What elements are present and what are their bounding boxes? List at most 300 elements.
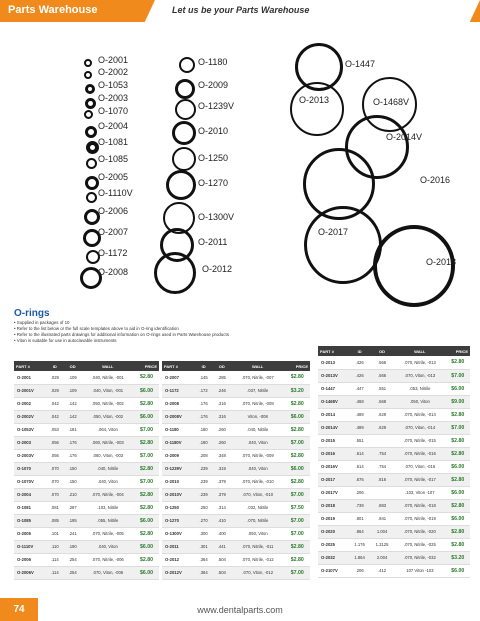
od-cell: .176 bbox=[64, 436, 82, 449]
part-number-cell: O-1468V bbox=[318, 395, 349, 408]
table-row bbox=[162, 475, 310, 488]
oring-label: O-2009 bbox=[198, 80, 229, 90]
oring-label: O-1180 bbox=[198, 57, 228, 67]
table-row bbox=[162, 462, 310, 475]
part-number-cell: O-2005 bbox=[14, 527, 46, 540]
od-cell: 2.004 bbox=[370, 551, 394, 564]
part-number-cell: O-2012 bbox=[162, 553, 195, 566]
price-cell: $7.00 bbox=[134, 475, 159, 488]
bullet-item: • Refer to the illustrated parts drawings for additional information on O-rings used in Parts Warehouse products bbox=[14, 332, 229, 338]
oring-label: O-2005 bbox=[98, 172, 129, 182]
oring-label: O-1270 bbox=[198, 178, 229, 188]
section-title: O-rings bbox=[14, 308, 50, 319]
part-number-cell: O-2003V bbox=[14, 449, 46, 462]
od-cell: .254 bbox=[64, 566, 82, 579]
id-cell: .206 bbox=[349, 486, 370, 499]
wall-cell: .070, Nitrile, -004 bbox=[82, 488, 135, 501]
price-cell: $6.00 bbox=[285, 462, 310, 475]
oring-outline-o-1053 bbox=[85, 84, 95, 94]
column-header: PART # bbox=[162, 361, 195, 371]
oring-label: O-1239V bbox=[198, 101, 235, 111]
id-cell: .176 bbox=[195, 397, 213, 410]
id-cell: .364 bbox=[195, 553, 213, 566]
wall-cell: .040, Viton bbox=[231, 462, 285, 475]
id-cell: .180 bbox=[195, 423, 213, 436]
oring-label: O-2013 bbox=[299, 95, 330, 105]
price-cell: $6.00 bbox=[446, 486, 470, 499]
column-header: PRICE bbox=[285, 361, 310, 371]
part-number-cell: O-2003 bbox=[14, 436, 46, 449]
od-cell: .504 bbox=[213, 566, 231, 579]
column-header: ID bbox=[46, 361, 64, 371]
od-cell: .260 bbox=[213, 423, 231, 436]
oring-outline-o-1250 bbox=[172, 147, 196, 171]
wall-cell: .070, Nitrile, -016 bbox=[394, 447, 445, 460]
oring-label: O-1081 bbox=[98, 137, 129, 147]
part-number-cell: O-1300V bbox=[162, 527, 195, 540]
oring-label: O-2007 bbox=[98, 227, 129, 237]
oring-outline-o-1180 bbox=[179, 57, 195, 73]
wall-cell: Viton, -008 bbox=[231, 410, 285, 423]
wall-cell: .070, Nitrile, -020 bbox=[394, 525, 445, 538]
od-cell: 1.3125 bbox=[370, 538, 394, 551]
price-cell: $7.00 bbox=[134, 449, 159, 462]
price-cell: $6.00 bbox=[446, 512, 470, 525]
part-number-cell: O-2032 bbox=[318, 551, 349, 564]
id-cell: .239 bbox=[195, 488, 213, 501]
part-number-cell: O-2013V bbox=[318, 369, 349, 382]
part-number-cell: O-2006V bbox=[14, 566, 46, 579]
part-number-cell: O-2016 bbox=[318, 447, 349, 460]
wall-cell: .103, Nitrile bbox=[82, 501, 135, 514]
oring-outline-o-2002 bbox=[84, 71, 92, 79]
id-cell: .053 bbox=[46, 423, 64, 436]
id-cell: .239 bbox=[195, 475, 213, 488]
bullet-item: • Viton is suitable for use in autoclavable instruments bbox=[14, 338, 229, 344]
table-row bbox=[14, 436, 159, 449]
oring-label: O-2008 bbox=[98, 267, 129, 277]
id-cell: .180 bbox=[195, 436, 213, 449]
wall-cell: .070, Viton, -006 bbox=[82, 566, 135, 579]
wall-cell: .070, Nitrile, -018 bbox=[394, 499, 445, 512]
price-cell: $2.80 bbox=[134, 397, 159, 410]
od-cell: .629 bbox=[370, 421, 394, 434]
od-cell bbox=[370, 434, 394, 447]
price-cell: $2.80 bbox=[134, 436, 159, 449]
part-number-cell: O-2010 bbox=[162, 475, 195, 488]
id-cell: .208 bbox=[195, 449, 213, 462]
table-row bbox=[14, 371, 159, 384]
oring-outline-o-2009 bbox=[175, 79, 195, 99]
id-cell: .070 bbox=[46, 462, 64, 475]
table-row bbox=[318, 460, 470, 473]
od-cell: .348 bbox=[213, 449, 231, 462]
oring-label: O-2011 bbox=[198, 237, 228, 247]
wall-cell: .040, Viton bbox=[82, 540, 135, 553]
wall-cell: .070, Viton, -010 bbox=[231, 488, 285, 501]
price-cell: $6.00 bbox=[134, 384, 159, 397]
id-cell: .085 bbox=[46, 514, 64, 527]
od-cell: .254 bbox=[64, 553, 82, 566]
part-number-cell: O-1180 bbox=[162, 423, 195, 436]
price-cell: $6.00 bbox=[134, 514, 159, 527]
price-cell: $9.00 bbox=[446, 395, 470, 408]
table-row bbox=[318, 434, 470, 447]
oring-outline-o-2005 bbox=[85, 176, 99, 190]
website-url: www.dentalparts.com bbox=[197, 605, 283, 615]
od-cell: .210 bbox=[64, 488, 82, 501]
od-cell: .260 bbox=[213, 436, 231, 449]
wall-cell: .070, Nitrile, -008 bbox=[231, 397, 285, 410]
wall-cell: .032, Nitrile bbox=[231, 501, 285, 514]
id-cell: .739 bbox=[349, 499, 370, 512]
oring-label: O-2016 bbox=[420, 175, 451, 185]
id-cell: .070 bbox=[46, 488, 64, 501]
price-cell: $7.00 bbox=[285, 436, 310, 449]
od-cell: .441 bbox=[213, 540, 231, 553]
price-cell: $7.00 bbox=[285, 527, 310, 540]
id-cell: .081 bbox=[46, 501, 64, 514]
wall-cell: .070, Nitrile, -025 bbox=[394, 538, 445, 551]
wall-cell: .050, Viton bbox=[394, 395, 445, 408]
price-cell: $2.80 bbox=[446, 538, 470, 551]
table-row bbox=[162, 371, 310, 384]
wall-cell: .070, Viton, -014 bbox=[394, 421, 445, 434]
od-cell: 1.004 bbox=[370, 525, 394, 538]
header-tagline: Let us be your Parts Warehouse bbox=[172, 5, 310, 15]
part-number-cell: O-1085 bbox=[14, 514, 46, 527]
part-number-cell: O-2107V bbox=[318, 564, 349, 577]
oring-label: O-2004 bbox=[98, 121, 129, 131]
oring-label: O-2002 bbox=[98, 67, 129, 77]
od-cell: .314 bbox=[213, 501, 231, 514]
wall-cell: .055, Nitrile bbox=[82, 514, 135, 527]
part-number-cell: O-1250 bbox=[162, 501, 195, 514]
od-cell: .883 bbox=[370, 499, 394, 512]
oring-outline-o-1085 bbox=[86, 158, 97, 169]
wall-cell: .070, Nitrile, -005 bbox=[82, 527, 135, 540]
od-cell: .319 bbox=[213, 462, 231, 475]
column-header: WALL bbox=[82, 361, 135, 371]
part-number-cell: O-2019 bbox=[318, 512, 349, 525]
table-row bbox=[162, 384, 310, 397]
part-number-cell: O-2002 bbox=[14, 397, 46, 410]
od-cell: .941 bbox=[370, 512, 394, 525]
oring-label: O-1172 bbox=[98, 248, 128, 258]
table-header-row bbox=[14, 361, 159, 371]
bullet-item: • Supplied in packages of 10 bbox=[14, 320, 229, 326]
od-cell: .551 bbox=[370, 382, 394, 395]
table-row bbox=[162, 410, 310, 423]
part-number-cell: O-2025 bbox=[318, 538, 349, 551]
part-number-cell: O-2008V bbox=[162, 410, 195, 423]
id-cell: .056 bbox=[46, 449, 64, 462]
part-number-cell: O-1053V bbox=[14, 423, 46, 436]
price-cell: $6.00 bbox=[446, 564, 470, 577]
oring-outline-o-2004 bbox=[85, 126, 97, 138]
table-row bbox=[162, 553, 310, 566]
id-cell: .300 bbox=[195, 527, 213, 540]
oring-outline-o-2013 bbox=[290, 82, 344, 136]
id-cell: .176 bbox=[195, 410, 213, 423]
od-cell: .241 bbox=[64, 527, 82, 540]
table-row bbox=[318, 564, 470, 577]
price-cell: $6.00 bbox=[134, 566, 159, 579]
od-cell: .754 bbox=[370, 447, 394, 460]
od-cell: .142 bbox=[64, 410, 82, 423]
wall-cell: .070, Nitrile, -032 bbox=[394, 551, 445, 564]
wall-cell: .050, Viton bbox=[231, 527, 285, 540]
od-cell: .568 bbox=[370, 395, 394, 408]
od-cell bbox=[370, 486, 394, 499]
oring-outline-o-2017 bbox=[304, 206, 382, 284]
price-cell: $2.80 bbox=[446, 434, 470, 447]
od-cell: .566 bbox=[370, 369, 394, 382]
table-row bbox=[318, 551, 470, 564]
bullet-item: • Refer to the list below or the full scale templates above to aid in O-ring identification bbox=[14, 326, 229, 332]
table-row bbox=[318, 408, 470, 421]
part-number-cell: O-2014V bbox=[318, 421, 349, 434]
id-cell: 1.176 bbox=[349, 538, 370, 551]
price-cell: $2.80 bbox=[285, 449, 310, 462]
part-number-cell: O-2007 bbox=[162, 371, 195, 384]
column-header: PART # bbox=[318, 346, 349, 356]
parts-table-middle bbox=[162, 361, 310, 580]
price-cell: $6.00 bbox=[446, 460, 470, 473]
wall-cell: .040, Nitrile bbox=[82, 462, 135, 475]
wall-cell: .070, Viton, -012 bbox=[231, 566, 285, 579]
wall-cell: .050, Nitrile, -002 bbox=[82, 397, 135, 410]
table-row bbox=[318, 525, 470, 538]
table-row bbox=[162, 501, 310, 514]
id-cell: .489 bbox=[349, 408, 370, 421]
price-cell: $7.00 bbox=[285, 514, 310, 527]
table-row bbox=[318, 447, 470, 460]
price-cell: $7.00 bbox=[446, 369, 470, 382]
wall-cell: .070, Viton, -016 bbox=[394, 460, 445, 473]
part-number-cell: O-2001V bbox=[14, 384, 46, 397]
table-row bbox=[162, 423, 310, 436]
oring-label: O-1053 bbox=[98, 80, 129, 90]
oring-label: O-1085 bbox=[98, 154, 129, 164]
wall-cell: .070, Nitrile, -007 bbox=[231, 371, 285, 384]
wall-cell: .053, Nitrile bbox=[394, 382, 445, 395]
oring-outline-o-2003 bbox=[85, 98, 96, 109]
table-row bbox=[14, 527, 159, 540]
price-cell: $2.80 bbox=[134, 501, 159, 514]
table-row bbox=[318, 512, 470, 525]
wall-cell: .040, Viton, -001 bbox=[82, 384, 135, 397]
table-row bbox=[318, 473, 470, 486]
oring-label: O-2006 bbox=[98, 206, 129, 216]
price-cell: $7.00 bbox=[446, 421, 470, 434]
part-number-cell: O-2011 bbox=[162, 540, 195, 553]
part-number-cell: O-2006 bbox=[14, 553, 46, 566]
part-number-cell: O-1180V bbox=[162, 436, 195, 449]
part-number-cell: O-2013 bbox=[318, 356, 349, 369]
table-row bbox=[162, 436, 310, 449]
table-row bbox=[14, 540, 159, 553]
table-row bbox=[162, 566, 310, 579]
table-row bbox=[14, 488, 159, 501]
part-number-cell: O-1447 bbox=[318, 382, 349, 395]
column-header: PRICE bbox=[134, 361, 159, 371]
price-cell: $2.80 bbox=[446, 499, 470, 512]
wall-cell: .040, Viton bbox=[82, 475, 135, 488]
od-cell: .379 bbox=[213, 475, 231, 488]
od-cell: .566 bbox=[370, 356, 394, 369]
oring-label: O-1070 bbox=[98, 106, 129, 116]
wall-cell: .037, Nitrile bbox=[231, 384, 285, 397]
table-row bbox=[14, 462, 159, 475]
od-cell: .142 bbox=[64, 397, 82, 410]
part-number-cell: O-2015 bbox=[318, 434, 349, 447]
oring-label: O-1110V bbox=[98, 188, 133, 198]
wall-cell: .060, Viton, -003 bbox=[82, 449, 135, 462]
id-cell: .114 bbox=[46, 566, 64, 579]
part-number-cell: O-2002V bbox=[14, 410, 46, 423]
wall-cell: .103, Viton -107 bbox=[394, 486, 445, 499]
price-cell: $2.80 bbox=[446, 473, 470, 486]
wall-cell: .050, Viton, -002 bbox=[82, 410, 135, 423]
id-cell: .614 bbox=[349, 447, 370, 460]
wall-cell: .070, Nitrile, -017 bbox=[394, 473, 445, 486]
id-cell: .042 bbox=[46, 410, 64, 423]
wall-cell: .070, Viton, -013 bbox=[394, 369, 445, 382]
id-cell: .301 bbox=[195, 540, 213, 553]
oring-label: O-1468V bbox=[373, 97, 410, 107]
price-cell: $3.20 bbox=[446, 551, 470, 564]
od-cell: .316 bbox=[213, 397, 231, 410]
part-number-cell: O-2010V bbox=[162, 488, 195, 501]
price-cell: $2.80 bbox=[134, 371, 159, 384]
part-number-cell: O-2012V bbox=[162, 566, 195, 579]
table-row bbox=[162, 540, 310, 553]
part-number-cell: O-2016V bbox=[318, 460, 349, 473]
id-cell: .172 bbox=[195, 384, 213, 397]
wall-cell: .070, Nitrile, -011 bbox=[231, 540, 285, 553]
oring-label: O-1447 bbox=[345, 59, 376, 69]
id-cell: .114 bbox=[46, 553, 64, 566]
price-cell: $2.80 bbox=[446, 447, 470, 460]
price-cell: $2.80 bbox=[285, 475, 310, 488]
part-number-cell: O-2004 bbox=[14, 488, 46, 501]
oring-outline-o-1270 bbox=[166, 170, 196, 200]
wall-cell: .060, Nitrile, -003 bbox=[82, 436, 135, 449]
table-row bbox=[162, 397, 310, 410]
od-cell: .246 bbox=[213, 384, 231, 397]
table-row bbox=[14, 501, 159, 514]
id-cell: .468 bbox=[349, 395, 370, 408]
id-cell: .042 bbox=[46, 397, 64, 410]
od-cell: .400 bbox=[213, 527, 231, 540]
price-cell: $2.80 bbox=[134, 553, 159, 566]
table-row bbox=[162, 449, 310, 462]
oring-outline-o-2012 bbox=[154, 252, 196, 294]
part-number-cell: O-2008 bbox=[162, 397, 195, 410]
id-cell: .070 bbox=[46, 475, 64, 488]
table-row bbox=[14, 397, 159, 410]
od-cell: .379 bbox=[213, 488, 231, 501]
part-number-cell: O-2001 bbox=[14, 371, 46, 384]
od-cell: .109 bbox=[64, 384, 82, 397]
price-cell: $2.80 bbox=[134, 462, 159, 475]
od-cell: .109 bbox=[64, 371, 82, 384]
column-header: OD bbox=[64, 361, 82, 371]
table-row bbox=[14, 514, 159, 527]
price-cell: $6.00 bbox=[446, 382, 470, 395]
part-number-cell: O-2014 bbox=[318, 408, 349, 421]
od-cell: .504 bbox=[213, 553, 231, 566]
table-row bbox=[318, 538, 470, 551]
wall-cell: .040, Viton bbox=[231, 436, 285, 449]
id-cell: .056 bbox=[46, 436, 64, 449]
wall-cell: .070, Nitrile, -012 bbox=[231, 553, 285, 566]
oring-label: O-2003 bbox=[98, 93, 129, 103]
table-row bbox=[14, 423, 159, 436]
id-cell: .676 bbox=[349, 473, 370, 486]
oring-label: O-2001 bbox=[98, 55, 129, 65]
wall-cell: .064, Viton bbox=[82, 423, 135, 436]
table-row bbox=[14, 566, 159, 579]
oring-outline-o-2010 bbox=[172, 121, 196, 145]
price-cell: $2.80 bbox=[446, 356, 470, 369]
oring-label: O-1300V bbox=[198, 212, 235, 222]
table-row bbox=[318, 382, 470, 395]
oring-label: O-2018 bbox=[426, 257, 457, 267]
part-number-cell: O-1070V bbox=[14, 475, 46, 488]
oring-outline-o-1239v bbox=[175, 99, 196, 120]
id-cell: .426 bbox=[349, 356, 370, 369]
price-cell: $7.50 bbox=[285, 501, 310, 514]
id-cell: .426 bbox=[349, 369, 370, 382]
id-cell: .614 bbox=[349, 460, 370, 473]
id-cell: .145 bbox=[195, 371, 213, 384]
column-header: WALL bbox=[394, 346, 445, 356]
price-cell: $2.80 bbox=[285, 371, 310, 384]
price-cell: $3.20 bbox=[285, 384, 310, 397]
part-number-cell: O-1081 bbox=[14, 501, 46, 514]
od-cell: .754 bbox=[370, 460, 394, 473]
od-cell: .150 bbox=[64, 475, 82, 488]
oring-outline-o-1070 bbox=[84, 110, 93, 119]
price-cell: $2.80 bbox=[285, 553, 310, 566]
header-bar bbox=[0, 0, 480, 22]
price-cell: $6.00 bbox=[134, 540, 159, 553]
column-header: OD bbox=[213, 361, 231, 371]
id-cell: .101 bbox=[46, 527, 64, 540]
parts-table-left bbox=[14, 361, 159, 580]
wall-cell: .070, Nitrile bbox=[231, 514, 285, 527]
id-cell: .110 bbox=[46, 540, 64, 553]
od-cell: .629 bbox=[370, 408, 394, 421]
table-row bbox=[318, 499, 470, 512]
od-cell: .816 bbox=[370, 473, 394, 486]
id-cell: .270 bbox=[195, 514, 213, 527]
oring-label: O-2014V bbox=[386, 132, 423, 142]
column-header: OD bbox=[370, 346, 394, 356]
id-cell: .801 bbox=[349, 512, 370, 525]
table-row bbox=[14, 475, 159, 488]
table-row bbox=[318, 486, 470, 499]
price-cell: $6.00 bbox=[285, 410, 310, 423]
wall-cell: .070, Nitrile, -015 bbox=[394, 434, 445, 447]
table-header-row bbox=[318, 346, 470, 356]
table-row bbox=[14, 553, 159, 566]
wall-cell: .070, Nitrile, -010 bbox=[231, 475, 285, 488]
od-cell: .287 bbox=[64, 501, 82, 514]
wall-cell: .070, Nitrile, -019 bbox=[394, 512, 445, 525]
